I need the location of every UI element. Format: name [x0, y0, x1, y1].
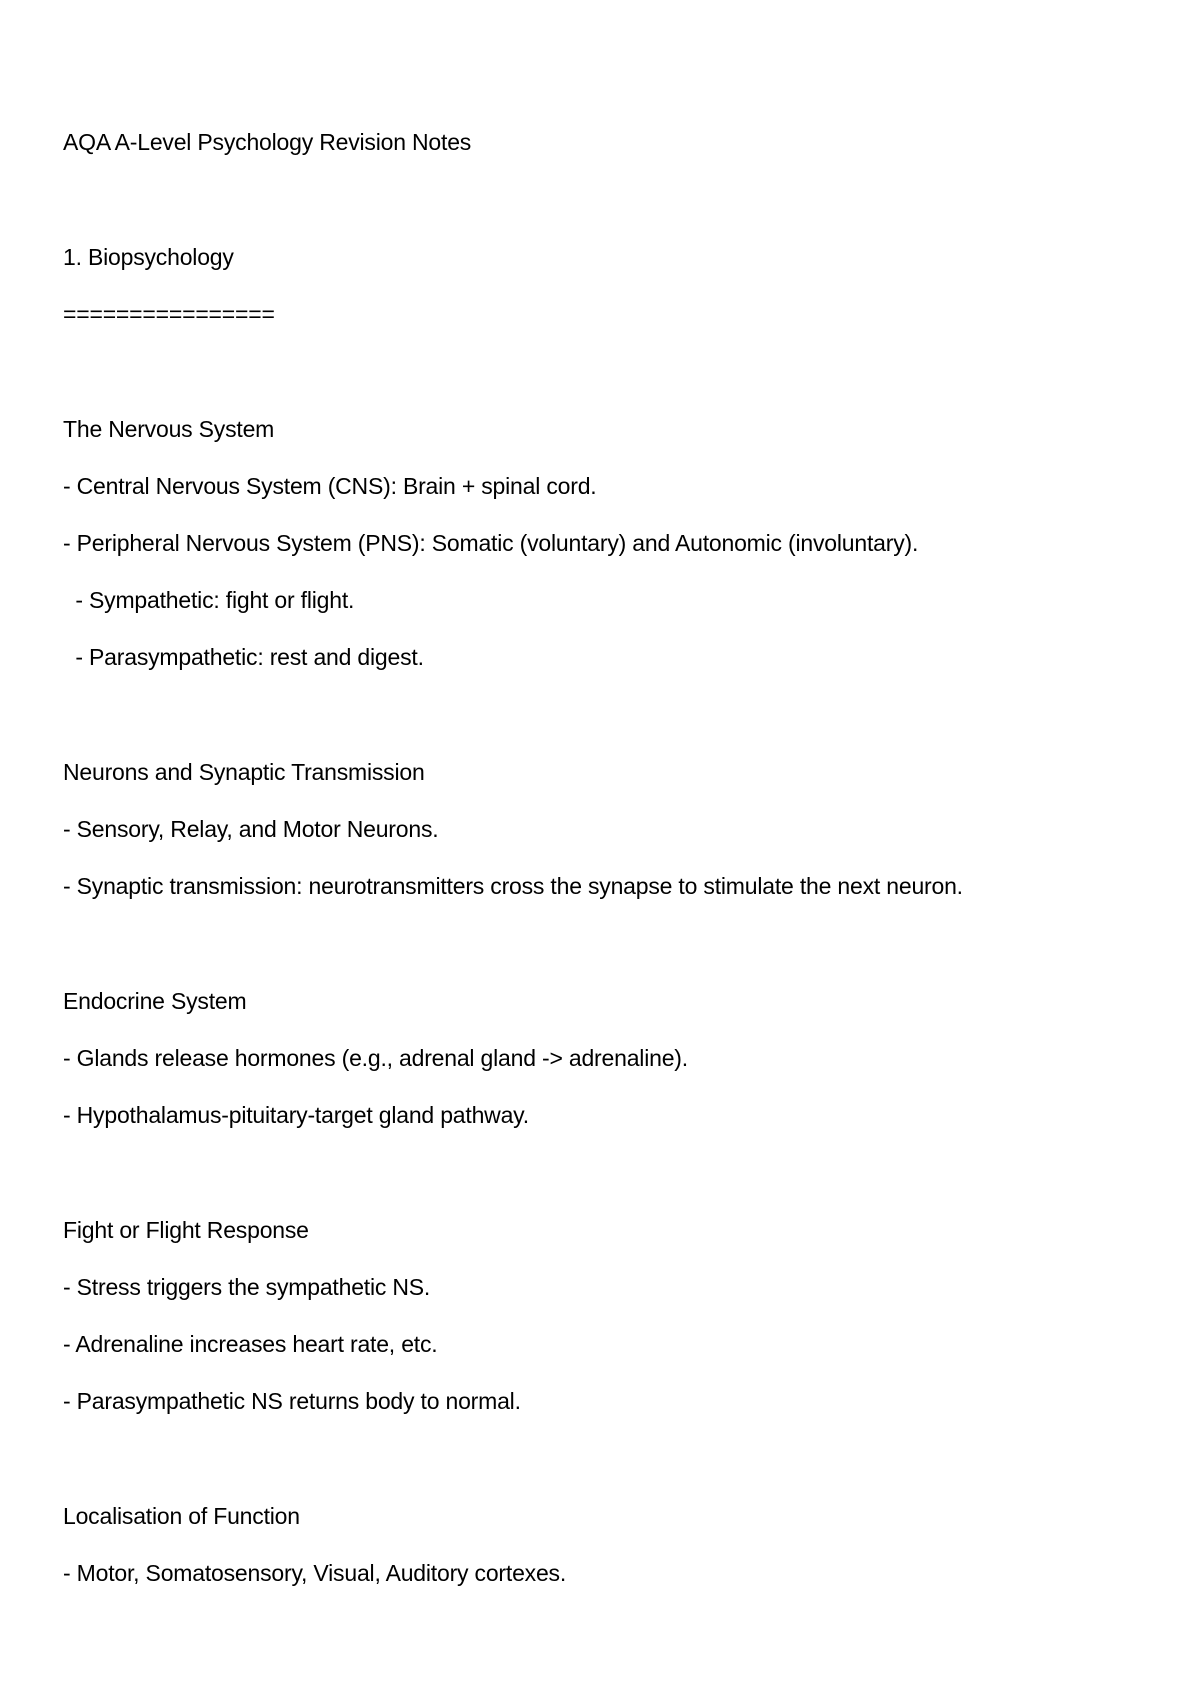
list-item: - Motor, Somatosensory, Visual, Auditory cortexes.	[63, 1560, 567, 1586]
list-item: - Sympathetic: fight or flight.	[63, 587, 355, 613]
list-item: - Parasympathetic: rest and digest.	[63, 644, 424, 670]
list-item: - Peripheral Nervous System (PNS): Somatic (voluntary) and Autonomic (involuntary).	[63, 530, 919, 556]
list-item: - Parasympathetic NS returns body to normal.	[63, 1388, 521, 1414]
topic-heading-neurons: Neurons and Synaptic Transmission	[63, 759, 425, 785]
list-item: - Hypothalamus-pituitary-target gland pathway.	[63, 1102, 529, 1128]
list-item: - Adrenaline increases heart rate, etc.	[63, 1331, 438, 1357]
list-item: - Stress triggers the sympathetic NS.	[63, 1274, 431, 1300]
section-underline: ================	[63, 301, 275, 327]
section-heading: 1. Biopsychology	[63, 244, 234, 270]
list-item: - Synaptic transmission: neurotransmitters cross the synapse to stimulate the next neuron.	[63, 873, 963, 899]
topic-heading-fight-or-flight: Fight or Flight Response	[63, 1217, 309, 1243]
list-item: - Glands release hormones (e.g., adrenal gland -> adrenaline).	[63, 1045, 688, 1071]
topic-heading-localisation: Localisation of Function	[63, 1503, 300, 1529]
document-title: AQA A-Level Psychology Revision Notes	[63, 129, 472, 155]
list-item: - Central Nervous System (CNS): Brain + spinal cord.	[63, 473, 597, 499]
topic-heading-endocrine-system: Endocrine System	[63, 988, 247, 1014]
topic-heading-nervous-system: The Nervous System	[63, 416, 275, 442]
list-item: - Sensory, Relay, and Motor Neurons.	[63, 816, 439, 842]
